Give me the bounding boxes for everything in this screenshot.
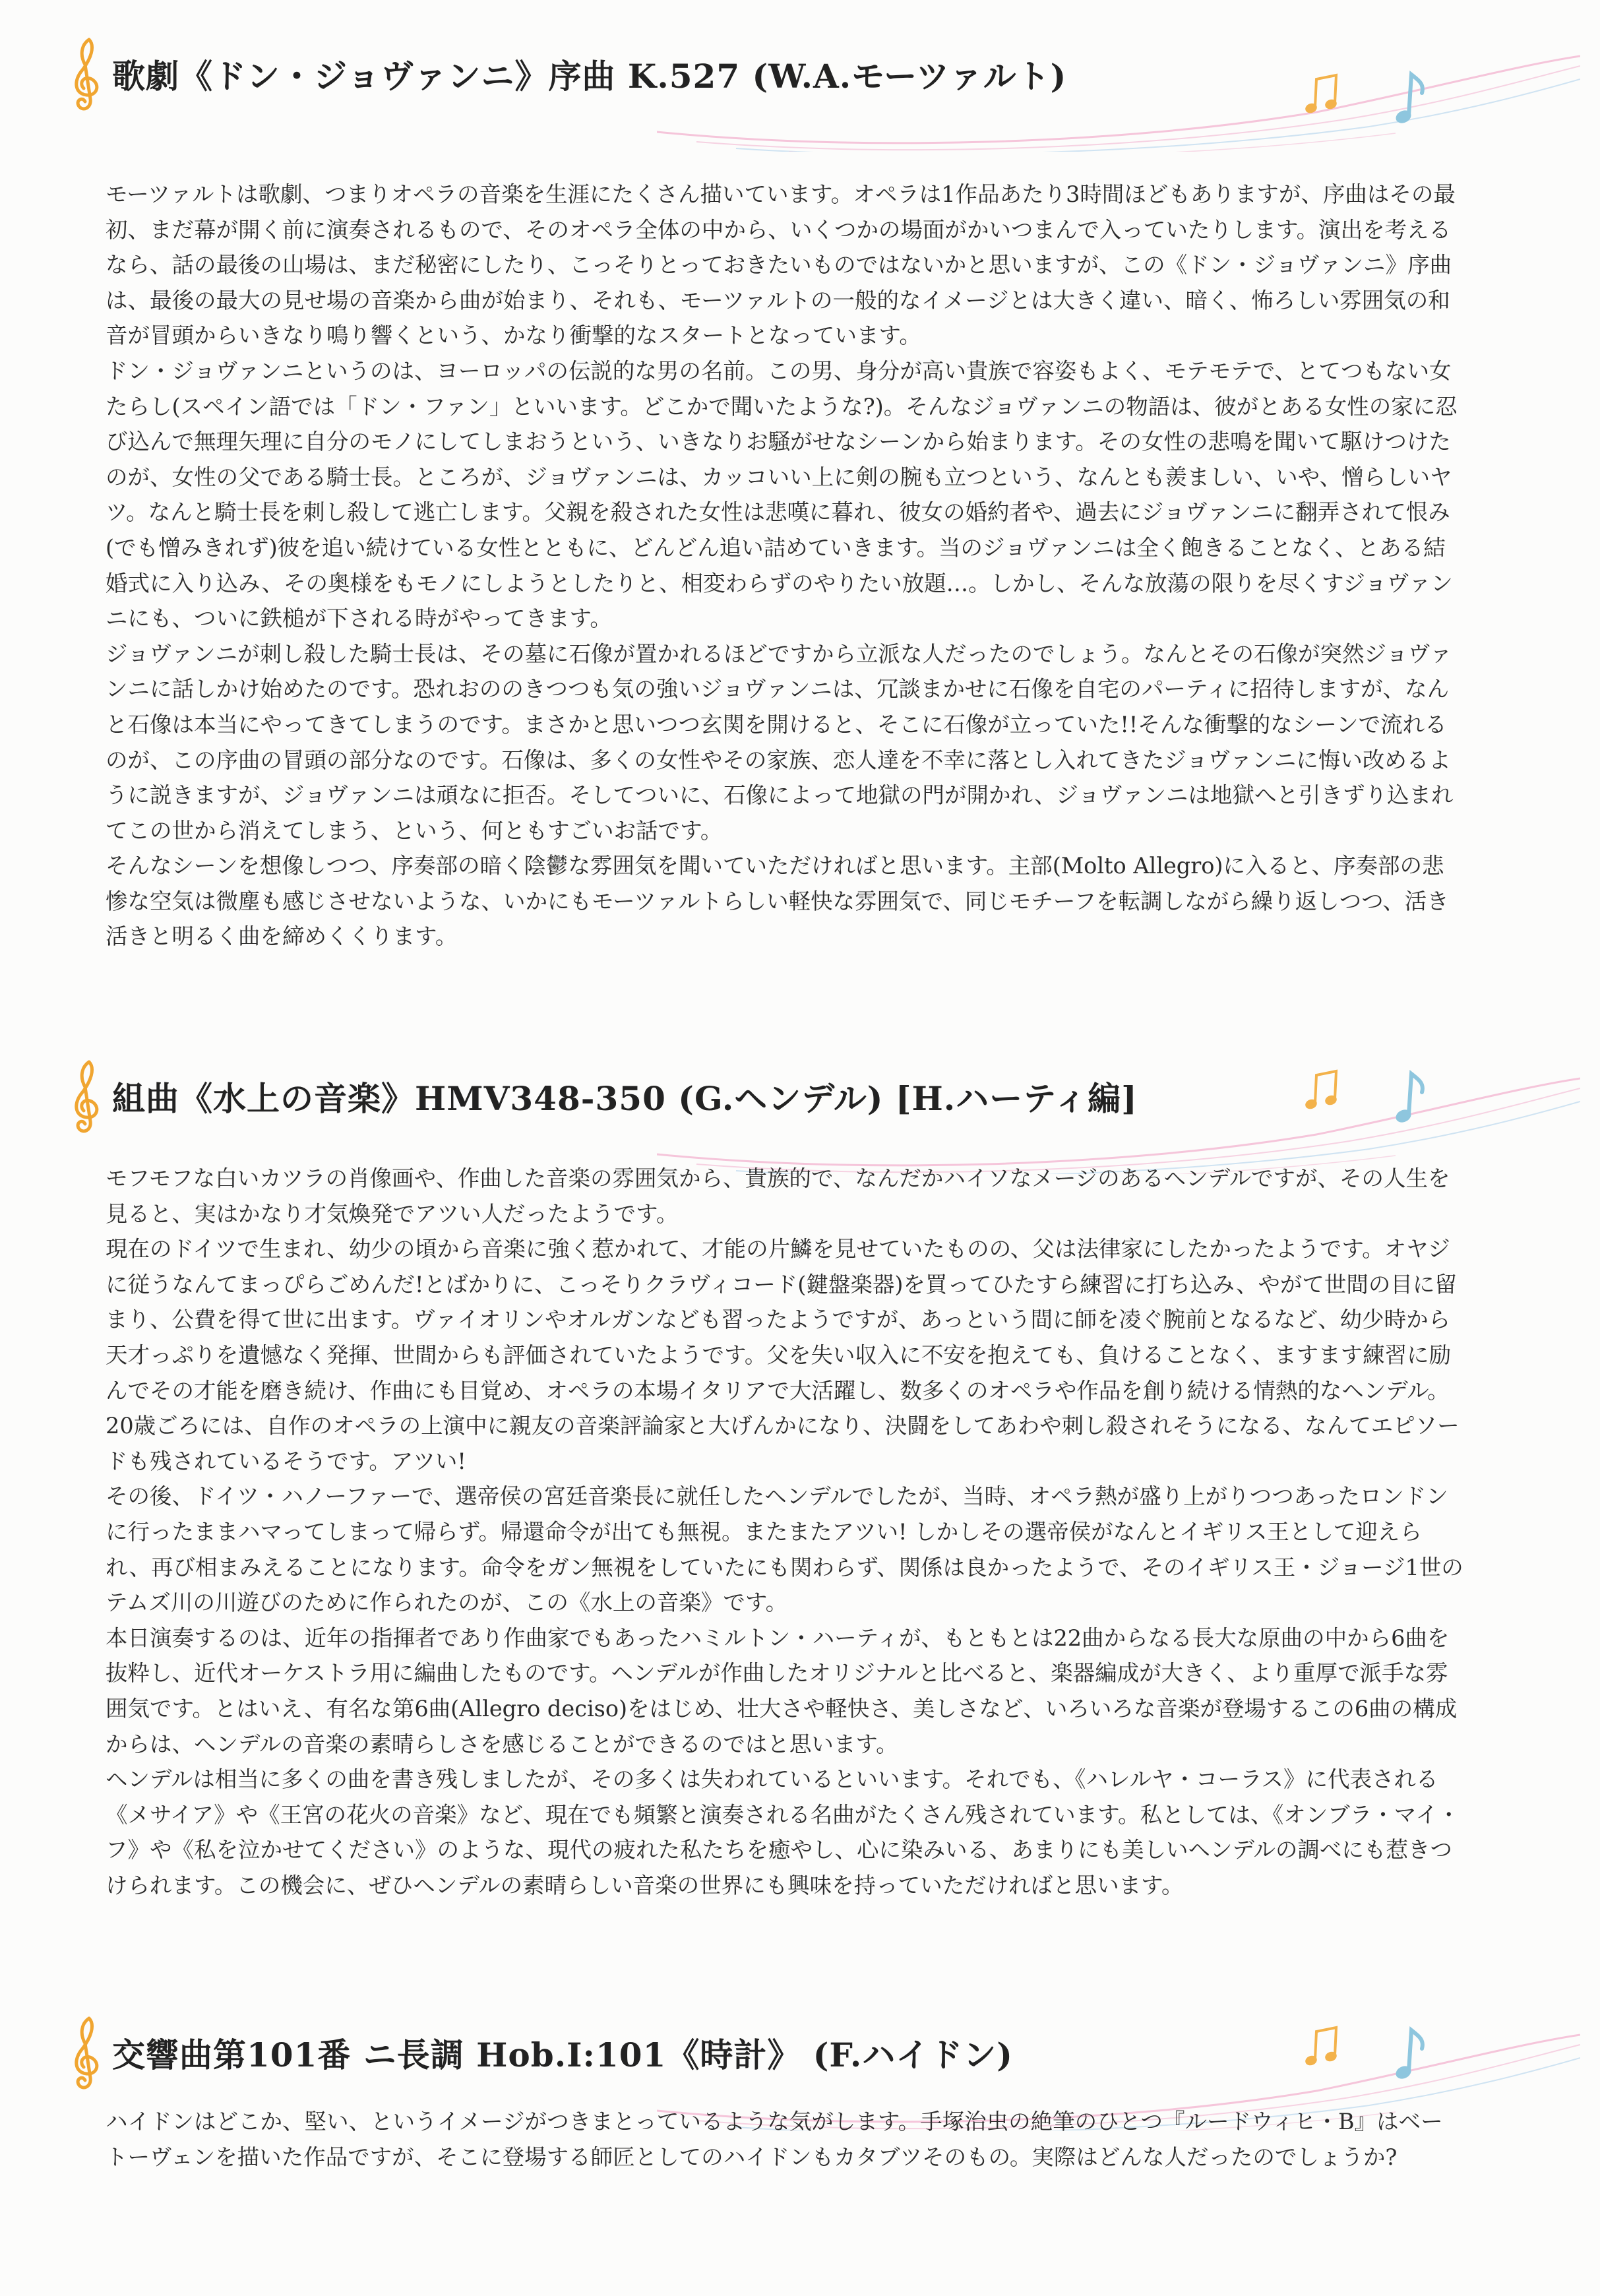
section-body-handel bbox=[106, 1161, 1464, 1903]
decorative-swoosh bbox=[657, 53, 1580, 152]
music-note-orange-icon bbox=[1303, 73, 1343, 119]
paragraph: ドン・ジョヴァンニというのは、ヨーロッパの伝説的な男の名前。この男、身分が高い貴族で容姿もよく、モテモテで、とてつもない女たらし(スペイン語では「ドン・ファン」といいます。どこかで聞いたような?)。そんなジョヴァンニの物語は、彼がとある女性の家に忍び込んで無理矢理に自分のモノにしてしまおうという、いきなりお騒がせなシーンから始まります。その女性の悲鳴を聞いて駆けつけたのが、女性の父である騎士長。ところが、ジョヴァンニは、カッコいい上に剣の腕も立つという、なんとも羨ましい、いや、憎らしいヤツ。なんと騎士長を刺し殺して逃亡します。父親を殺された女性は悲嘆に暮れ、彼女の婚約者や、過去にジョヴァンニに翻弄されて恨み(でも憎みきれず)彼を追い続けている女性とともに、どんどん追い詰めていきます。当のジョヴァンニは全く飽きることなく、とある結婚式に入り込み、その奥様をもモノにしようとしたりと、相変わらずのやりたい放題…。しかし、そんな放蕩の限りを尽くすジョヴァンニにも、ついに鉄槌が下される時がやってきます。 bbox=[106, 357, 1458, 632]
treble-clef-icon bbox=[63, 1058, 109, 1137]
treble-clef-icon bbox=[63, 36, 109, 115]
paragraph: その後、ドイツ・ハノーファーで、選帝侯の宮廷音楽長に就任したヘンデルでしたが、当時、オペラ熱が盛り上がりつつあったロンドンに行ったままハマってしまって帰らず。帰還命令が出ても無視。またまたアツい! しかしその選帝侯がなんとイギリス王として迎えられ、再び相まみえることになります。命令をガン無視をしていたにも関わらず、関係は良かったようで、そのイギリス王・ジョージ1世のテムズ川の川遊びのために作られたのが、この《水上の音楽》です。 bbox=[106, 1483, 1463, 1616]
section-header-handel bbox=[63, 1062, 1580, 1154]
section-title: 歌劇《ドン・ジョヴァンニ》序曲 K.527 (W.A.モーツァルト) bbox=[112, 57, 1067, 96]
music-note-blue-icon bbox=[1389, 1069, 1429, 1128]
paragraph: モフモフな白いカツラの肖像画や、作曲した音楽の雰囲気から、貴族的で、なんだかハイソなメージのあるヘンデルですが、その人生を見ると、実はかなり才気煥発でアツい人だったようです。 bbox=[106, 1165, 1450, 1227]
section-header-mozart bbox=[63, 40, 1580, 132]
section-body-mozart bbox=[106, 177, 1464, 954]
music-note-orange-icon bbox=[1303, 2025, 1343, 2071]
paragraph: ヘンデルは相当に多くの曲を書き残しましたが、その多くは失われているといいます。それでも、《ハレルヤ・コーラス》に代表される《メサイア》や《王宮の花火の音楽》など、現在でも頻繁と演奏される名曲がたくさん残されています。私としては、《オンブラ・マイ・フ》や《私を泣かせてください》のような、現代の疲れた私たちを癒やし、心に染みいる、あまりにも美しいヘンデルの調べにも惹きつけられます。この機会に、ぜひヘンデルの素晴らしい音楽の世界にも興味を持っていただければと思います。 bbox=[106, 1766, 1460, 1898]
paragraph: 現在のドイツで生まれ、幼少の頃から音楽に強く惹かれて、才能の片鱗を見せていたものの、父は法律家にしたかったようです。オヤジに従うなんてまっぴらごめんだ!とばかりに、こっそりクラヴィコード(鍵盤楽器)を買ってひたすら練習に打ち込み、やがて世間の目に留まり、公費を得て世に出ます。ヴァイオリンやオルガンなども習ったようですが、あっという間に師を凌ぐ腕前となるなど、幼少時から天才っぷりを遺憾なく発揮、世間からも評価されていたようです。父を失い収入に不安を抱えても、負けることなく、ますます練習に励んでその才能を磨き続け、作曲にも目覚め、オペラの本場イタリアで大活躍し、数多くのオペラや作品を創り続ける情熱的なヘンデル。20歳ごろには、自作のオペラの上演中に親友の音楽評論家と大げんかになり、決闘をしてあわや刺し殺されそうになる、なんてエピソードも残されているそうです。アツい! bbox=[106, 1236, 1460, 1474]
section-title: 組曲《水上の音楽》HMV348-350 (G.ヘンデル) [H.ハーティ編] bbox=[112, 1079, 1138, 1118]
paragraph: そんなシーンを想像しつつ、序奏部の暗く陰鬱な雰囲気を聞いていただければと思います。主部(Molto Allegro)に入ると、序奏部の悲惨な空気は微塵も感じさせないような、いかにもモーツァルトらしい軽快な雰囲気で、同じモチーフを転調しながら繰り返しつつ、活き活きと明るく曲を締めくくります。 bbox=[106, 853, 1449, 950]
section-title: 交響曲第101番 ニ長調 Hob.I:101《時計》 (F.ハイドン) bbox=[112, 2035, 1013, 2074]
paragraph: ジョヴァンニが刺し殺した騎士長は、その墓に石像が置かれるほどですから立派な人だったのでしょう。なんとその石像が突然ジョヴァンニに話しかけ始めたのです。恐れおののきつつも気の強いジョヴァンニは、冗談まかせに石像を自宅のパーティに招待しますが、なんと石像は本当にやってきてしまうのです。まさかと思いつつ玄関を開けると、そこに石像が立っていた!!そんな衝撃的なシーンで流れるのが、この序曲の冒頭の部分なのです。石像は、多くの女性やその家族、恋人達を不幸に落とし入れてきたジョヴァンニに悔い改めるように説きますが、ジョヴァンニは頑なに拒否。そしてついに、石像によって地獄の門が開かれ、ジョヴァンニは地獄へと引きずり込まれてこの世から消えてしまう、という、何ともすごいお話です。 bbox=[106, 640, 1454, 844]
paragraph: ハイドンはどこか、堅い、というイメージがつきまとっているような気がします。手塚治虫の絶筆のひとつ『ルードウィヒ・B』はベートーヴェンを描いた作品ですが、そこに登場する師匠としてのハイドンもカタブツそのもの。実際はどんな人だったのでしょうか? bbox=[106, 2109, 1443, 2170]
section-body-haydn bbox=[106, 2104, 1464, 2175]
music-note-orange-icon bbox=[1303, 1069, 1343, 1115]
music-note-blue-icon bbox=[1389, 69, 1429, 129]
paragraph: 本日演奏するのは、近年の指揮者であり作曲家でもあったハミルトン・ハーティが、もともとは22曲からなる長大な原曲の中から6曲を抜粋し、近代オーケストラ用に編曲したものです。ヘンデルが作曲したオリジナルと比べると、楽器編成が大きく、より重厚で派手な雰囲気です。とはいえ、有名な第6曲(Allegro deciso)をはじめ、壮大さや軽快さ、美しさなど、いろいろな音楽が登場するこの6曲の構成からは、ヘンデルの音楽の素晴らしさを感じることができるのではと思います。 bbox=[106, 1625, 1458, 1757]
decorative-swoosh bbox=[657, 1075, 1580, 1174]
treble-clef-icon bbox=[63, 2014, 109, 2094]
paragraph: モーツァルトは歌劇、つまりオペラの音楽を生涯にたくさん描いています。オペラは1作品あたり3時間ほどもありますが、序曲はその最初、まだ幕が開く前に演奏されるもので、そのオペラ全体の中から、いくつかの場面がかいつまんで入っていたりします。演出を考えるなら、話の最後の山場は、まだ秘密にしたり、こっそりとっておきたいものではないかと思いますが、この《ドン・ジョヴァンニ》序曲は、最後の最大の見せ場の音楽から曲が始まり、それも、モーツァルトの一般的なイメージとは大きく違い、暗く、怖ろしい雰囲気の和音が冒頭からいきなり鳴り響くという、かなり衝撃的なスタートとなっています。 bbox=[106, 181, 1456, 349]
section-header-haydn bbox=[63, 2018, 1580, 2111]
music-note-blue-icon bbox=[1389, 2025, 1429, 2084]
